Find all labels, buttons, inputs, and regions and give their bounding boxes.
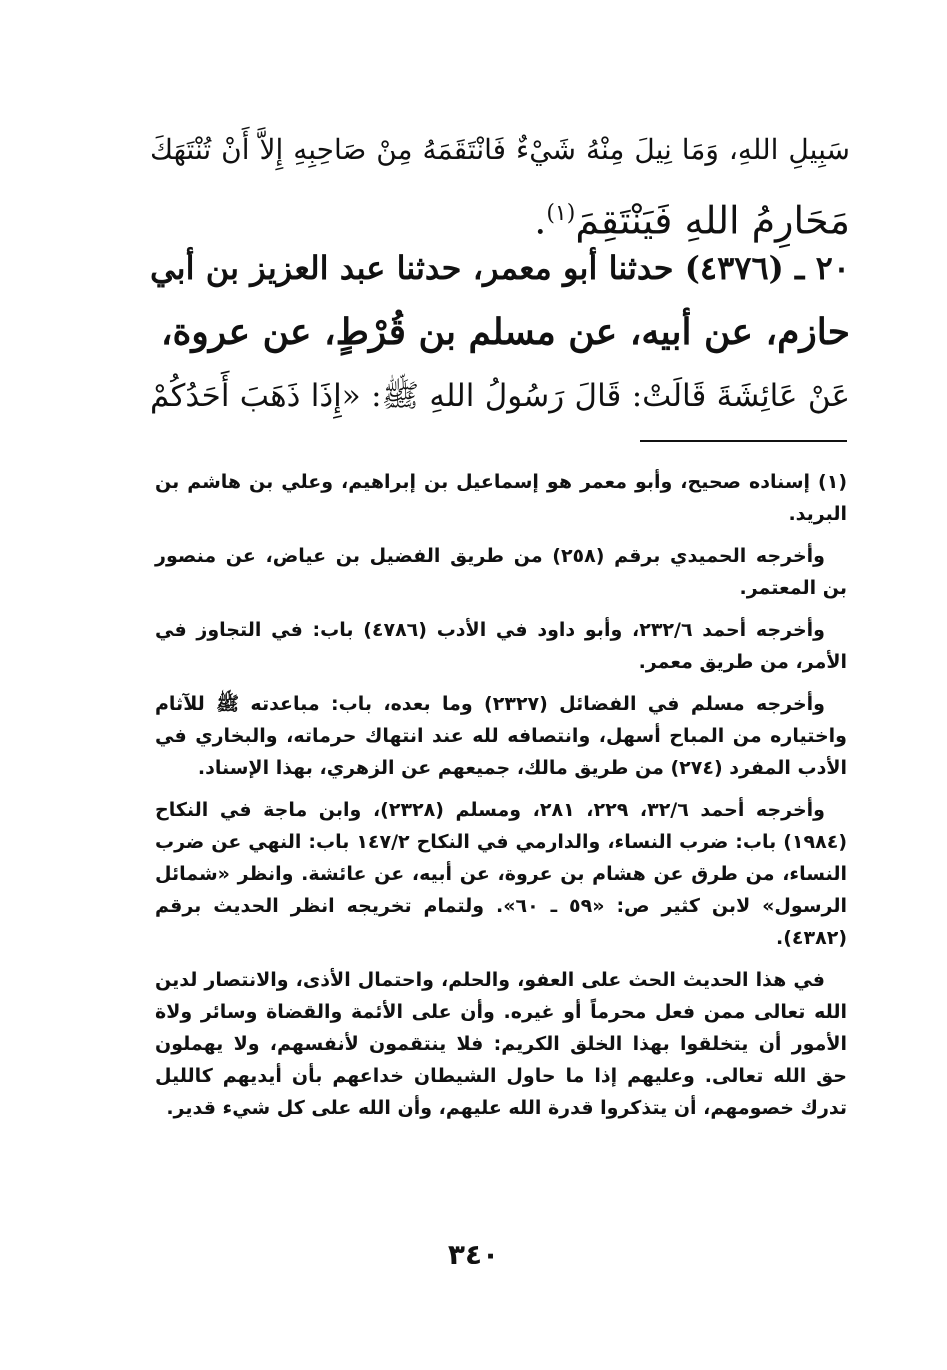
main-line-4: حازم، عن أبيه، عن مسلم بن قُرْطٍ، عن عروة، — [160, 311, 850, 353]
footnote-divider — [640, 440, 847, 442]
footnote-paragraph-2: وأخرجه الحميدي برقم (٢٥٨) من طريق الفضيل بن عياض، عن منصور بن المعتمر. — [155, 545, 847, 599]
footnote-paragraph-3: وأخرجه أحمد ٢٣٢/٦، وأبو داود في الأدب (٤٧٨٦) باب: في التجاوز في الأمر، من طريق معمر. — [155, 619, 847, 673]
hadith-block — [150, 236, 850, 428]
footnote-paragraph-4: وأخرجه مسلم في الفضائل (٢٣٢٧) وما بعده، باب: مباعدته ﷺ للآثام واختياره من المباح أسهل، وانتصافه لله عند انتهاك حرماته، والبخاري في الأدب المفرد (٢٧٤) من طريق مالك، جميعهم عن الزهري، بهذا الإسناد. — [155, 693, 847, 779]
footnote-paragraph-1: (١) إسناده صحيح، وأبو معمر هو إسماعيل بن إبراهيم، وعلي بن هاشم بن البريد. — [155, 471, 847, 525]
footnote-paragraph-6: في هذا الحديث الحث على العفو، والحلم، واحتمال الأذى، والانتصار لدين الله تعالى ممن فعل محرماً أو غيره. وأن على الأئمة والقضاة وسائر ولاة الأمور أن يتخلقوا بهذا الخلق الكريم: فلا ينتقمون لأنفسهم، ولا يهملون حق الله تعالى. وعليهم إذا ما حاول الشيطان خداعهم بأن أيديهم كالليل تدرك خصومهم، أن يتذكروا قدرة الله عليهم، وأن الله على كل شيء قدير. — [155, 969, 847, 1119]
main-line-3: ٢٠ ـ (٤٣٧٦) حدثنا أبو معمر، حدثنا عبد العزيز بن أبي — [150, 249, 850, 287]
footnotes — [155, 466, 847, 1134]
main-line-2-end: . — [534, 198, 547, 243]
page-number: ٣٤٠ — [447, 1238, 500, 1271]
footnote-ref: (١) — [546, 201, 576, 226]
main-text — [150, 118, 850, 253]
main-line-1: سَبِيلِ اللهِ، وَمَا نِيلَ مِنْهُ شَيْءٌ فَانْتَقَمَهُ مِنْ صَاحِبِهِ إِلاَّ أَنْ تُنْتَهَكَ — [150, 133, 850, 166]
footnote-paragraph-5: وأخرجه أحمد ٣٢/٦، ٢٢٩، ٢٨١، ومسلم (٢٣٢٨)، وابن ماجة في النكاح (١٩٨٤) باب: ضرب النساء، والدارمي في النكاح ١٤٧/٢ باب: النهي عن ضرب النساء، من طرق عن هشام بن عروة، عن أبيه، عن عائشة. وانظر «شمائل الرسول» لابن كثير ص: «٥٩ ـ ٦٠». ولتمام تخريجه انظر الحديث برقم (٤٣٨٢). — [155, 799, 847, 949]
main-line-2-text: مَحَارِمُ اللهِ فَيَنْتَقِمَ — [575, 198, 850, 243]
main-line-5: عَنْ عَائِشَةَ قَالَتْ: قَالَ رَسُولُ اللهِ ﷺ: «إِذَا ذَهَبَ أَحَدُكُمْ — [150, 378, 850, 414]
